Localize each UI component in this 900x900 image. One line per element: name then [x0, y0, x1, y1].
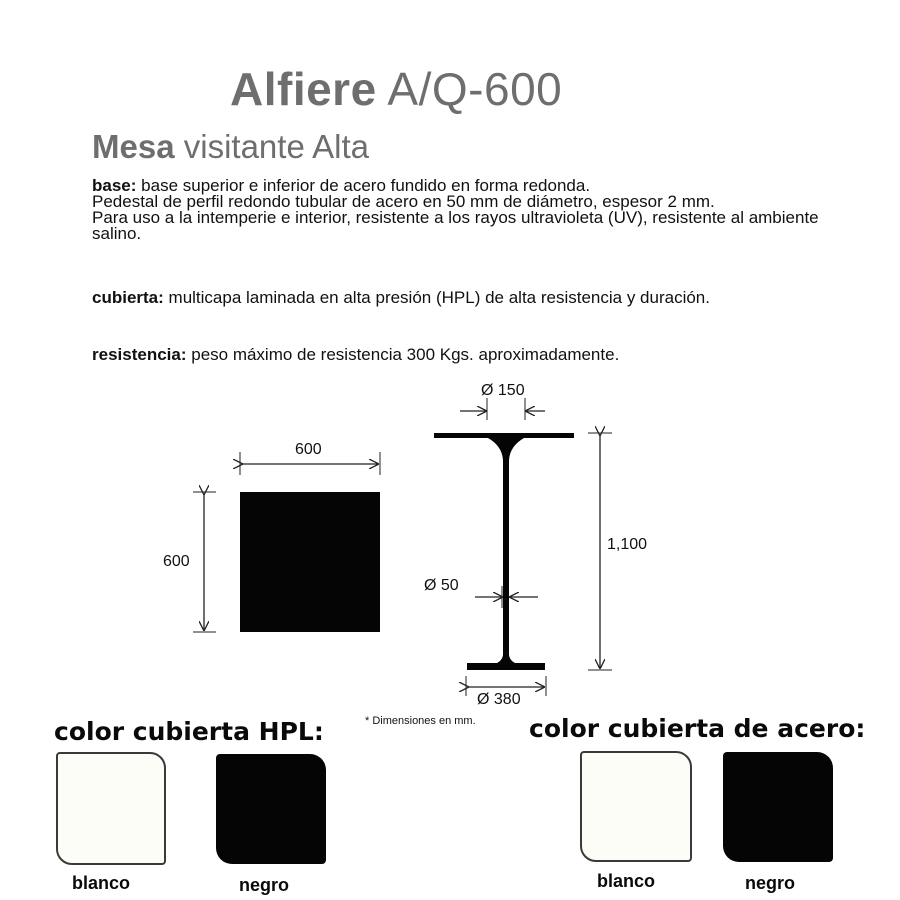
brand-name: Alfiere — [230, 63, 377, 115]
pedestal-base — [467, 663, 545, 670]
dimensions-note: * Dimensiones en mm. — [365, 715, 476, 727]
base-diameter-label: Ø 380 — [477, 691, 521, 708]
hpl-black-label: negro — [239, 875, 290, 895]
hpl-white-swatch[interactable] — [56, 752, 166, 865]
steel-black-label: negro — [745, 873, 796, 893]
spec-base-label: base: — [92, 176, 137, 195]
steel-black-swatch[interactable] — [723, 752, 833, 862]
product-variant: visitante Alta — [183, 128, 370, 165]
tabletop-side-view — [434, 433, 574, 438]
product-type: Mesa — [92, 128, 175, 165]
tabletop-plan-view — [240, 492, 380, 632]
steel-color-heading: color cubierta de acero: — [529, 714, 866, 743]
spec-cubierta-label: cubierta: — [92, 288, 164, 307]
model-code: A/Q-600 — [387, 63, 563, 115]
spec-cubierta-text: multicapa laminada en alta presión (HPL) de alta resistencia y duración. — [168, 288, 710, 307]
steel-white-label: blanco — [597, 871, 656, 891]
top-flange-diameter-label: Ø 150 — [481, 382, 525, 399]
column-diameter-label: Ø 50 — [424, 577, 459, 594]
spec-base-line1: base superior e inferior de acero fundido en forma redonda. — [141, 176, 591, 195]
hpl-color-heading: color cubierta HPL: — [54, 717, 324, 746]
hpl-white-label: blanco — [72, 873, 131, 893]
pedestal-column — [486, 438, 526, 666]
top-width-label: 600 — [295, 441, 322, 458]
spec-resistencia-text: peso máximo de resistencia 300 Kgs. aproximadamente. — [191, 345, 620, 364]
height-label: 1,100 — [607, 536, 648, 553]
spec-base-line3: Para uso a la intemperie e interior, resistente a los rayos ultravioleta (UV), resistente al ambiente salino. — [92, 208, 819, 243]
steel-white-swatch[interactable] — [580, 751, 692, 862]
top-depth-label: 600 — [163, 553, 190, 570]
spec-base-line2: Pedestal de perfil redondo tubular de acero en 50 mm de diámetro, espesor 2 mm. — [92, 192, 715, 211]
spec-resistencia-label: resistencia: — [92, 345, 187, 364]
hpl-black-swatch[interactable] — [216, 754, 326, 864]
